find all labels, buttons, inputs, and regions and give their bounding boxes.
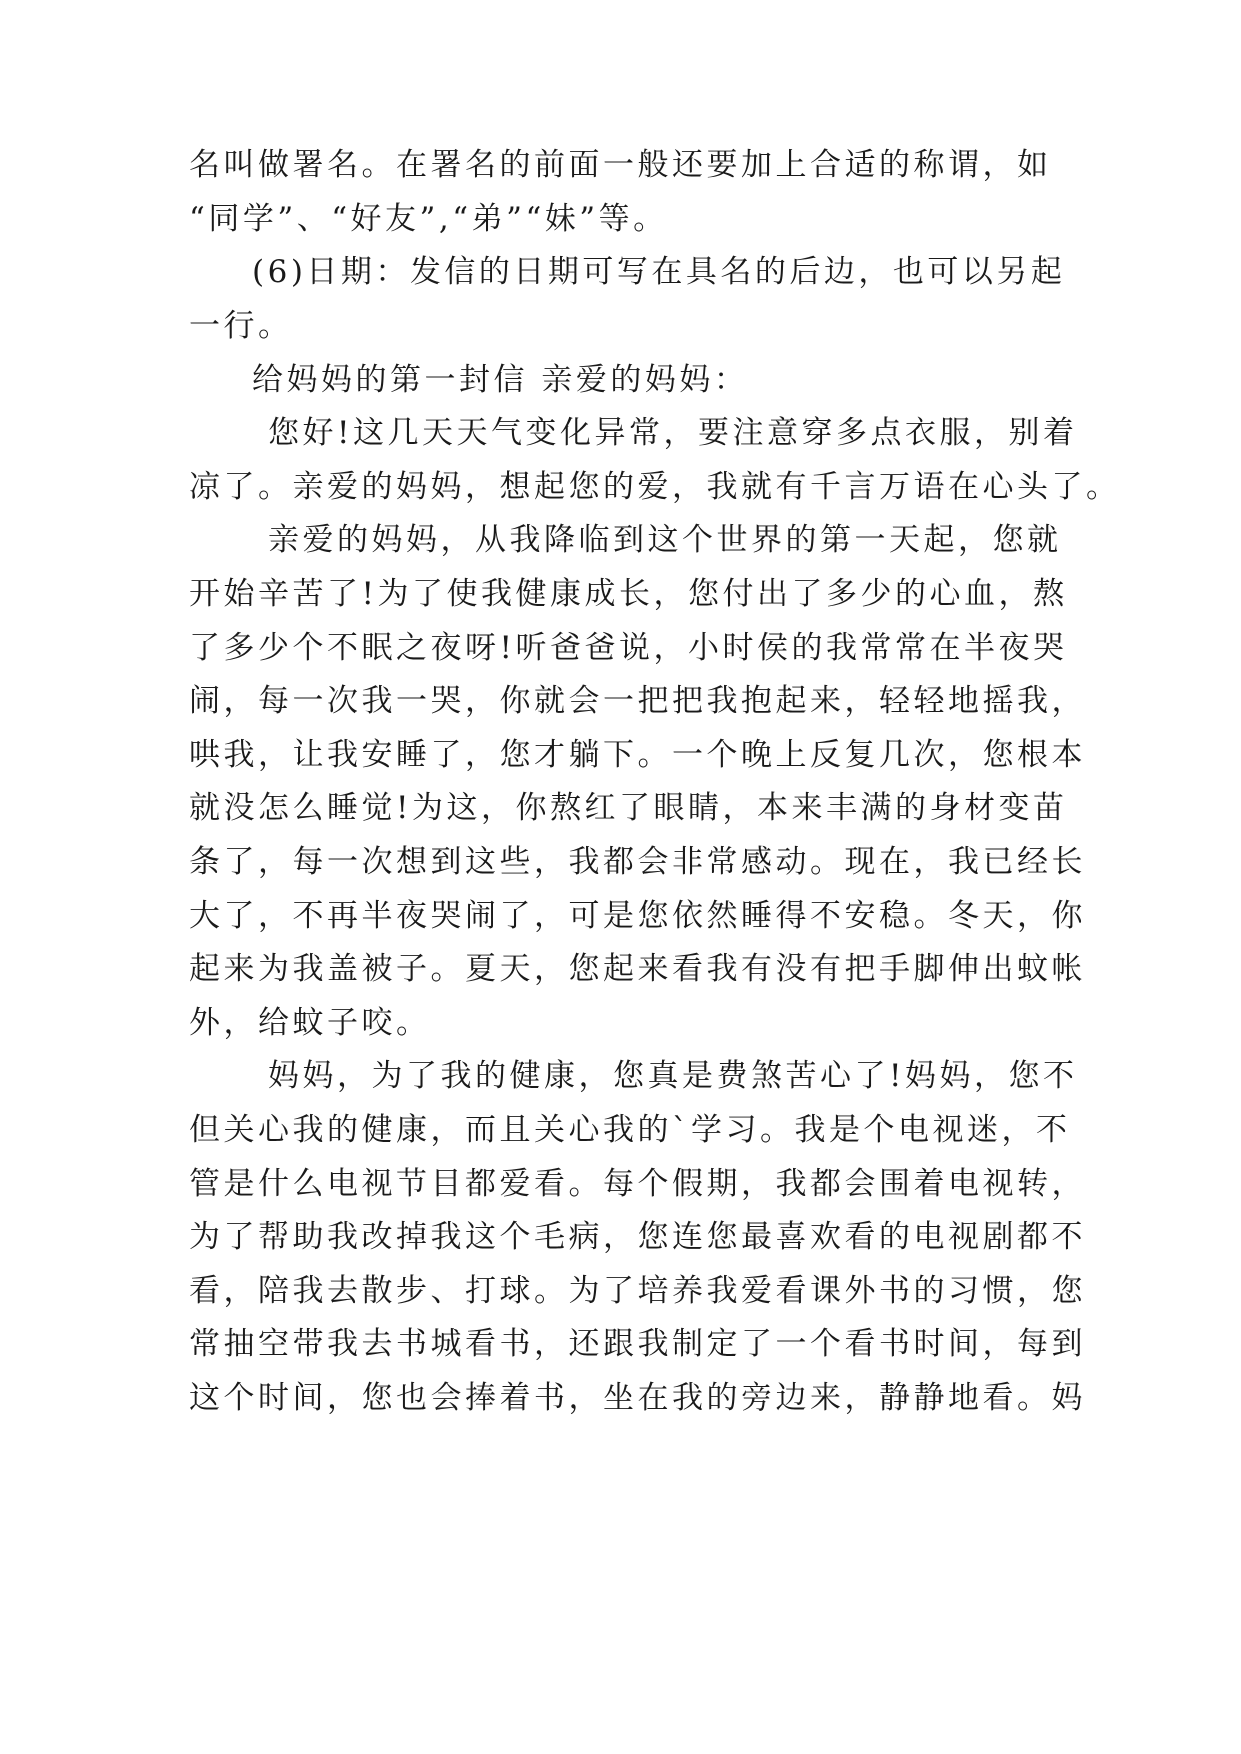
text-line: 开始辛苦了!为了使我健康成长，您付出了多少的心血，熬 [189,576,1068,612]
text-line: 起来为我盖被子。夏天，您起来看我有没有把手脚伸出蚊帐 [189,951,1086,987]
text-line: 亲爱的妈妈，从我降临到这个世界的第一天起，您就 [268,522,1062,558]
text-line: (6)日期：发信的日期可写在具名的后边，也可以另起 [252,254,1066,290]
text-line: 哄我，让我安睡了，您才躺下。一个晚上反复几次，您根本 [189,737,1086,773]
text-line: 妈妈，为了我的健康，您真是费煞苦心了!妈妈，您不 [268,1058,1078,1094]
text-line: 为了帮助我改掉我这个毛病，您连您最喜欢看的电视剧都不 [189,1219,1086,1255]
text-line: 就没怎么睡觉!为这，你熬红了眼睛，本来丰满的身材变苗 [189,790,1068,826]
text-line: 外，给蚊子咬。 [189,1005,431,1041]
text-line: 闹，每一次我一哭，你就会一把把我抱起来，轻轻地摇我， [189,683,1086,719]
text-line: 管是什么电视节目都爱看。每个假期，我都会围着电视转， [189,1166,1086,1202]
text-line: 给妈妈的第一封信 亲爱的妈妈： [252,362,749,398]
text-line: 您好!这几天天气变化异常，要注意穿多点衣服，别着 [268,415,1078,451]
text-line: 但关心我的健康，而且关心我的`学习。我是个电视迷，不 [189,1112,1071,1148]
text-line: 凉了。亲爱的妈妈，想起您的爱，我就有千言万语在心头了。 [189,469,1121,505]
text-line: 名叫做署名。在署名的前面一般还要加上合适的称谓，如 [189,147,1052,183]
text-line: 条了，每一次想到这些，我都会非常感动。现在，我已经长 [189,844,1086,880]
text-line: 这个时间，您也会捧着书，坐在我的旁边来，静静地看。妈 [189,1380,1086,1416]
text-line: 一行。 [189,308,293,344]
text-line: 了多少个不眠之夜呀!听爸爸说，小时侯的我常常在半夜哭 [189,630,1068,666]
text-line: 看，陪我去散步、打球。为了培养我爱看课外书的习惯，您 [189,1273,1086,1309]
text-line: 常抽空带我去书城看书，还跟我制定了一个看书时间，每到 [189,1326,1086,1362]
text-line: “同学”、“好友”,“弟”“妹”等。 [189,201,668,237]
text-line: 大了，不再半夜哭闹了，可是您依然睡得不安稳。冬天，你 [189,898,1086,934]
